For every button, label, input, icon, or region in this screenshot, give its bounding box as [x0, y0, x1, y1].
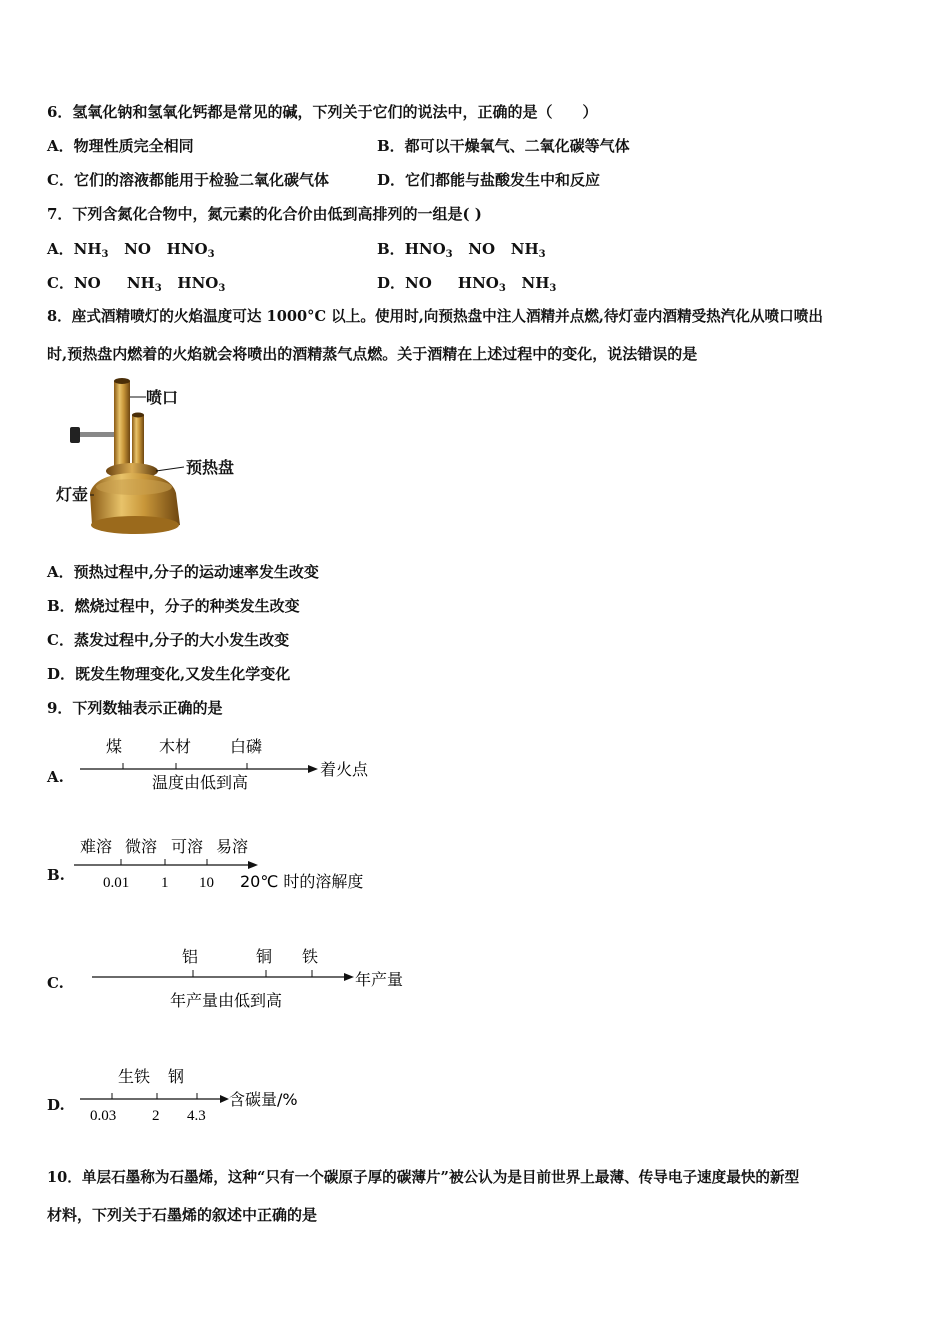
q9-b-tick-2: 微溶: [125, 837, 158, 856]
q9-b-tick-4: 易溶: [216, 837, 249, 856]
q9-b-label: B.: [47, 866, 65, 884]
q7-a-formula-3: $HNO_3$: [166, 240, 215, 260]
q9-b-tick-3: 可溶: [171, 837, 204, 856]
q9-a-under: 温度由低到高: [152, 773, 249, 792]
q9-d-tick-2: 钢: [168, 1067, 185, 1086]
q9-a-label: A.: [47, 768, 64, 786]
q7-d-formula-3: $NH_3$: [521, 274, 557, 294]
q9-c-end: 年产量: [355, 970, 404, 989]
q7-option-c: [47, 273, 225, 293]
q7-d-formula-2: $HNO_3$: [457, 274, 506, 294]
q7-option-d: [377, 273, 556, 293]
q7-d-label: D．: [377, 274, 406, 292]
q9-a-end: 着火点: [320, 760, 369, 779]
q8-option-d: D．既发生物理变化,又发生化学变化: [47, 665, 291, 683]
q6-option-d: D．它们都能与盐酸发生中和反应: [377, 171, 601, 189]
q8-stem-line2: 时,预热盘内燃着的火焰就会将喷出的酒精蒸气点燃。关于酒精在上述过程中的变化，说法错误的是: [47, 345, 698, 363]
label-nozzle: 喷口: [146, 388, 179, 407]
q8-option-c: C．蒸发过程中,分子的大小发生改变: [47, 631, 290, 649]
q7-b-formula-1: $HNO_3$: [404, 240, 453, 260]
q7-c-formula-1: NO: [73, 274, 101, 292]
q9-axis-c: [0, 940, 420, 1012]
q10-stem-line1: 10．单层石墨称为石墨烯，这种“只有一个碳原子厚的碳薄片”被公认为是目前世界上最薄、传导电子速度最快的新型: [47, 1169, 800, 1186]
q9-d-tick-1: 生铁: [118, 1067, 151, 1086]
q9-d-value-2: 2: [152, 1108, 160, 1124]
q7-c-formula-2: $NH_3$: [126, 274, 162, 294]
q9-b-tick-1: 难溶: [80, 837, 113, 856]
q8-option-a: A．预热过程中,分子的运动速率发生改变: [47, 563, 319, 581]
q6-option-b: B．都可以干燥氧气、二氧化碳等气体: [377, 137, 630, 155]
q9-c-label: C.: [47, 974, 64, 992]
q9-axis-d: [0, 1062, 420, 1134]
q9-axis-a: [0, 730, 420, 800]
q9-c-tick-2: 铜: [256, 947, 273, 966]
q7-a-formula-2: NO: [124, 240, 151, 258]
q8-stem-line1: 8．座式酒精喷灯的火焰温度可达 1000°C 以上。使用时,向预热盘中注人酒精并点燃,待灯壶内酒精受热汽化从喷口喷出: [47, 308, 823, 325]
q9-a-tick-2: 木材: [159, 737, 192, 756]
q9-d-label: D.: [47, 1096, 65, 1114]
q9-axis-b: [0, 832, 420, 902]
q7-option-b: [377, 239, 546, 259]
q9-b-value-2: 1: [161, 875, 169, 891]
q9-b-value-1: 0.01: [103, 875, 130, 891]
q7-b-formula-3: $NH_3$: [510, 240, 546, 260]
q9-b-end: 20℃ 时的溶解度: [240, 872, 364, 891]
q8-option-b: B．燃烧过程中，分子的种类发生改变: [47, 597, 300, 615]
q9-c-under: 年产量由低到高: [170, 991, 283, 1010]
q7-option-a: [47, 239, 215, 259]
q9-d-value-3: 4.3: [187, 1108, 206, 1124]
label-lamp-pot: 灯壶: [56, 485, 89, 504]
q6-option-a: A．物理性质完全相同: [47, 137, 194, 155]
q7-d-formula-1: NO: [405, 274, 432, 292]
q9-stem: 9．下列数轴表示正确的是: [47, 699, 223, 717]
control-knob: [70, 427, 80, 443]
q7-stem: 7．下列含氮化合物中，氮元素的化合价由低到高排列的一组是( ): [47, 205, 482, 223]
q9-d-end: 含碳量/%: [229, 1090, 298, 1109]
q9-c-tick-3: 铁: [302, 947, 319, 966]
q9-b-value-3: 10: [199, 875, 214, 891]
q9-d-value-1: 0.03: [90, 1108, 117, 1124]
q9-a-tick-1: 煤: [106, 737, 123, 756]
q7-b-formula-2: NO: [468, 240, 496, 258]
q9-a-tick-3: 白磷: [230, 737, 263, 756]
q6-option-c: C．它们的溶液都能用于检验二氧化碳气体: [47, 171, 329, 189]
q7-a-label: A．: [47, 240, 74, 258]
q9-c-tick-1: 铝: [182, 947, 199, 966]
q7-c-formula-3: $HNO_3$: [177, 274, 226, 294]
alcohol-lamp-figure: [50, 375, 250, 540]
q7-c-label: C．: [47, 274, 74, 292]
q6-stem: 6．氢氧化钠和氢氧化钙都是常见的碱，下列关于它们的说法中，正确的是（ ）: [47, 103, 598, 121]
q7-a-formula-1: $NH_3$: [73, 240, 109, 260]
label-preheat-pan: 预热盘: [186, 458, 235, 477]
q10-stem-line2: 材料，下列关于石墨烯的叙述中正确的是: [47, 1206, 318, 1224]
q7-b-label: B．: [377, 240, 405, 258]
